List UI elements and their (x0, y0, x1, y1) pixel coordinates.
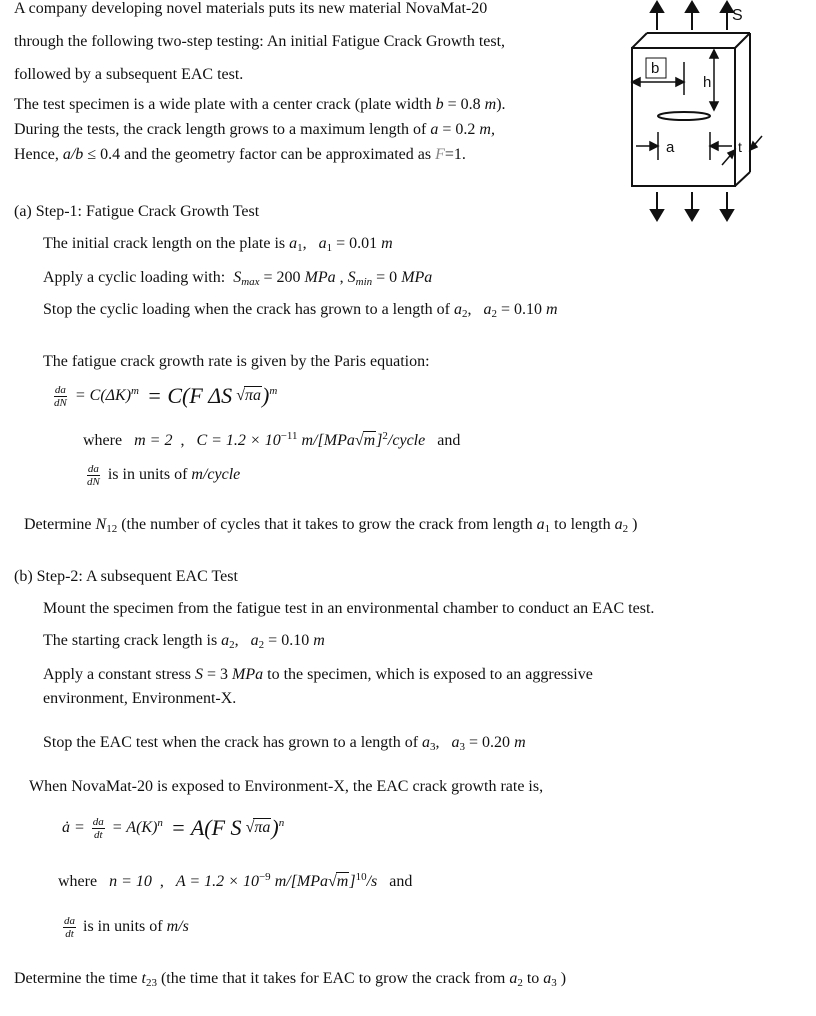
sym-a1: $a_1$ (289, 235, 303, 254)
dimension-t (722, 136, 762, 165)
determine-b-text: (the time that it takes for EAC to grow the crack from (160, 970, 506, 987)
intro-line-4 (14, 96, 506, 114)
sym-smax: $S_{max}$ (233, 269, 260, 288)
part-b-line-5: Stop the EAC test when the crack has grown to a length of $a_3$, $a_3 = 0.20$ m (43, 734, 526, 753)
smax-value: = 200 (263, 269, 301, 286)
specimen-diagram (614, 0, 764, 225)
eq-a2-b: $a_2$ (250, 632, 265, 651)
where-label: where (83, 432, 123, 449)
eq-a1: $a_1$ (318, 235, 333, 254)
part-a-line-3-text: Stop the cyclic loading when the crack has grown to a length of (43, 301, 450, 318)
fraction-da-dt: $\frac{da}{dt}$ (92, 815, 104, 841)
eac-units (60, 915, 189, 940)
eq-a2: $a_2$ (483, 301, 497, 320)
eq-a1-unit: m (381, 235, 393, 252)
eq-a2-b-unit: m (313, 632, 325, 649)
S-value: = 3 (206, 666, 229, 683)
part-b-line-5-text: Stop the EAC test when the crack has grown to a length of (43, 734, 419, 751)
eac-A: $A = 1.2 \times 10^{-9}$ (175, 871, 271, 890)
determine-end: ) (632, 516, 638, 533)
paris-where (83, 430, 460, 450)
eac-where-label: where (58, 873, 98, 890)
eac-term-2: = A(F S √πa)$^n$ (170, 815, 285, 840)
eac-units-value: m/s (166, 918, 189, 936)
units-value: m/cycle (191, 466, 241, 484)
eac-n: n = 10 (109, 873, 152, 890)
part-a-determine (24, 516, 637, 535)
eq-a3-value: = 0.20 (469, 734, 511, 751)
tension-arrows-bottom (651, 192, 733, 220)
intro-line-6-text: and the geometry factor can be approximated as (124, 146, 432, 163)
eq-adot: ȧ = (62, 819, 85, 836)
intro-line-5-text: During the tests, the crack length grows to a maximum length of (14, 121, 427, 138)
label-t: t (738, 139, 742, 155)
paris-m: m = 2 (134, 432, 173, 449)
var-F: F (435, 146, 445, 163)
sym-a2-b: $a_2$ (221, 632, 235, 651)
intro-line-5 (14, 121, 495, 139)
intro-line-1: A company developing novel materials puts its new material NovaMat-20 (14, 0, 488, 17)
determine-b-label: Determine the time (14, 970, 138, 987)
smin-unit: MPa (401, 269, 433, 286)
plate-outline (632, 33, 750, 186)
smin-value: = 0 (376, 269, 398, 286)
part-a-line-2-text: Apply a cyclic loading with: (43, 269, 226, 286)
sym-N12: $N_{12}$ (95, 516, 118, 535)
fraction-units-da-dt: $\frac{da}{dt}$ (64, 915, 75, 940)
determine-text: (the number of cycles that it takes to grow the crack from length (121, 516, 533, 533)
determine-b-a3: $a_3$ (543, 970, 557, 989)
eac-units-text: is in units of (83, 918, 163, 936)
determine-label: Determine (24, 516, 92, 533)
intro-line-4-end: ). (496, 96, 506, 113)
unit-b: m (484, 96, 497, 113)
paris-C: $C = 1.2 \times 10^{-11}$ (196, 430, 298, 449)
sym-t23: $t_{23}$ (141, 970, 157, 989)
determine-a2: $a_2$ (614, 516, 629, 535)
part-b-line-2-text: The starting crack length is (43, 632, 218, 649)
sym-a2: $a_2$ (454, 301, 468, 320)
eac-term-1: = $A(K)^n$ (111, 817, 163, 836)
unit-a: m, (479, 121, 495, 138)
S-unit: MPa (232, 666, 264, 683)
F-value: =1. (444, 146, 466, 163)
label-S: S (732, 7, 743, 24)
determine-a1: $a_1$ (536, 516, 551, 535)
intro-line-6 (14, 146, 466, 164)
intro-line-2: through the following two-step testing: An initial Fatigue Crack Growth test, (14, 33, 506, 50)
eq-a1-value: = 0.01 (336, 235, 378, 252)
var-a: a (430, 121, 439, 138)
value-b: = 0.8 (447, 96, 481, 113)
crack-ellipse (658, 112, 710, 120)
var-b: b (435, 96, 444, 113)
eac-A-unit: $m/[MPa√m]^{10}/s$ (274, 871, 378, 890)
value-a: = 0.2 (442, 121, 476, 138)
determine-b-to: to (526, 970, 540, 987)
part-b-line-3-text: Apply a constant stress (43, 666, 191, 683)
sym-smin: $S_{min}$ (347, 269, 373, 288)
eq-a3-unit: m (514, 734, 526, 751)
units-text: is in units of (107, 466, 188, 484)
intro-line-4-text: The test specimen is a wide plate with a center crack (plate width (14, 96, 432, 113)
determine-to: to length (554, 516, 611, 533)
sym-S: S (194, 666, 203, 683)
tension-arrows-top (651, 2, 733, 30)
sym-a3: $a_3$ (422, 734, 436, 753)
paris-and: and (437, 432, 461, 449)
smax-unit: MPa (304, 269, 336, 286)
part-a-line-1-text: The initial crack length on the plate is (43, 235, 286, 252)
eq-a2-b-value: = 0.10 (268, 632, 310, 649)
paris-term-1: = $C(\Delta K)^m$ (74, 385, 139, 404)
determine-b-end: ) (560, 970, 567, 987)
part-a-line-2: Apply a cyclic loading with: $S_{max} = 200$ MPa , $S_{min} = 0$ MPa (43, 269, 433, 288)
determine-b-a2: $a_2$ (509, 970, 523, 989)
eac-sep: , (159, 873, 164, 890)
paris-C-unit: $m/[MPa√m]^2$/cycle (301, 430, 426, 449)
ratio-value: ≤ 0.4 (87, 146, 121, 163)
intro-hence: Hence, (14, 146, 59, 163)
part-b-line-3 (43, 666, 593, 684)
part-b-determine (14, 970, 566, 989)
ratio-a-b: a/b (62, 146, 84, 163)
eac-equation (62, 815, 284, 841)
eac-where (58, 871, 412, 891)
fraction-da-dN: $\frac{da}{dN}$ (54, 383, 67, 409)
eq-a2-unit: m (546, 301, 558, 318)
paris-sep: , (180, 432, 185, 449)
part-b-line-3-end: to the specimen, which is exposed to an aggressive (267, 666, 593, 683)
eac-intro: When NovaMat-20 is exposed to Environment-X, the EAC crack growth rate is, (29, 778, 544, 795)
part-a-line-1: The initial crack length on the plate is $a_1$, $a_1 = 0.01$ m (43, 235, 393, 254)
paris-units (83, 463, 240, 488)
part-a-line-3: Stop the cyclic loading when the crack has grown to a length of $a_2$, $a_2 = 0.10$ m (43, 301, 558, 320)
part-b-line-1: Mount the specimen from the fatigue test in an environmental chamber to conduct an EAC test. (43, 600, 655, 617)
paris-term-2: = C(F ΔS √πa)$^m$ (146, 383, 278, 408)
label-h: h (703, 74, 712, 91)
paris-equation (50, 383, 277, 409)
part-a-heading: (a) Step-1: Fatigue Crack Growth Test (14, 203, 260, 220)
part-b-line-2: The starting crack length is $a_2$, $a_2 = 0.10$ m (43, 632, 325, 651)
label-b: b (651, 60, 660, 77)
part-b-heading: (b) Step-2: A subsequent EAC Test (14, 568, 238, 585)
eac-and: and (389, 873, 413, 890)
label-a: a (666, 139, 675, 156)
intro-line-3: followed by a subsequent EAC test. (14, 66, 244, 83)
eq-a3: $a_3$ (451, 734, 466, 753)
eq-a2-value: = 0.10 (501, 301, 543, 318)
part-b-line-4: environment, Environment-X. (43, 690, 237, 707)
dimension-a (636, 132, 732, 160)
paris-intro: The fatigue crack growth rate is given by the Paris equation: (43, 353, 430, 370)
fraction-units-da-dN: $\frac{da}{dN}$ (87, 463, 100, 488)
